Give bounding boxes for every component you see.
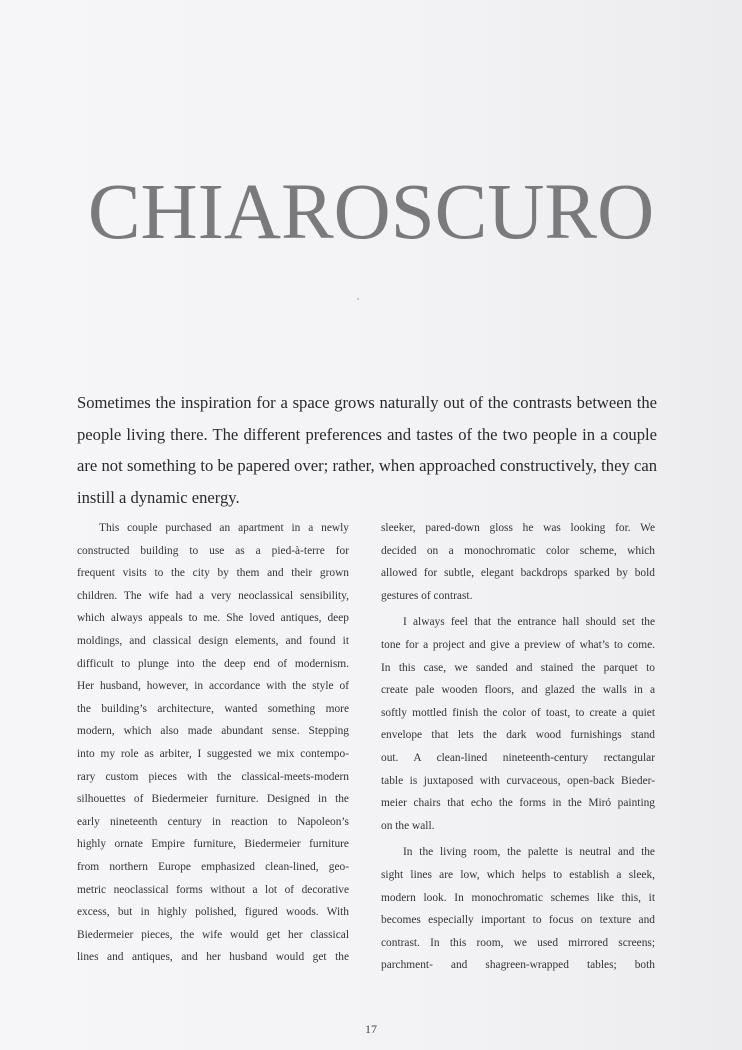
body-line: allowed for subtle, elegant backdrops sparked by bold — [381, 567, 655, 580]
body-line: Biedermeier pieces, the wife would get her classical — [77, 928, 349, 941]
left-column — [77, 517, 349, 969]
body-line: sight lines are low, which helps to establish a sleek, — [381, 868, 655, 881]
body-line: rary custom pieces with the classical-meets-modern — [77, 770, 349, 783]
body-line: envelope that lets the dark wood furnishings stand — [381, 729, 655, 742]
body-line: moldings, and classical design elements, and found it — [77, 634, 349, 647]
body-line: becomes especially important to focus on texture and — [381, 914, 655, 927]
body-line: the building’s architecture, wanted something more — [77, 702, 349, 715]
page-number: 17 — [365, 1022, 377, 1036]
body-line: This couple purchased an apartment in a newly — [99, 522, 349, 534]
body-line: softly mottled finish the color of toast, to create a quiet — [381, 706, 655, 719]
body-line: meier chairs that echo the forms in the Miró painting — [381, 797, 655, 810]
body-line: lines and antiques, and her husband would get the — [77, 951, 349, 964]
page-title: CHIAROSCURO — [87, 169, 655, 256]
body-line: difficult to plunge into the deep end of modernism. — [77, 657, 349, 670]
body-line: frequent visits to the city by them and their grown — [77, 567, 349, 580]
body-line: modern look. In monochromatic schemes like this, it — [381, 891, 655, 904]
body-line: decided on a monochromatic color scheme, which — [381, 544, 655, 557]
body-line: silhouettes of Biedermeier furniture. Designed in the — [77, 793, 349, 806]
body-line: contrast. In this room, we used mirrored screens; — [381, 936, 655, 949]
body-line: create pale wooden floors, and glazed the walls in a — [381, 684, 655, 697]
body-line: tone for a project and give a preview of what’s to come. — [381, 638, 655, 651]
body-line: In this case, we sanded and stained the parquet to — [381, 661, 655, 674]
right-column — [381, 517, 655, 977]
body-line: children. The wife had a very neoclassical sensibility, — [77, 589, 349, 602]
page-speck — [357, 298, 359, 300]
body-line: into my role as arbiter, I suggested we mix contempo- — [77, 747, 349, 760]
body-line: Her husband, however, in accordance with the style of — [77, 680, 349, 693]
body-line: excess, but in highly polished, figured woods. With — [77, 906, 349, 919]
body-line: sleeker, pared-down gloss he was looking for. We — [381, 522, 655, 534]
body-line: gestures of contrast. — [381, 589, 473, 602]
body-line: In the living room, the palette is neutral and the — [403, 846, 655, 859]
body-line: I always feel that the entrance hall should set the — [403, 616, 655, 629]
intro-paragraph: Sometimes the inspiration for a space grows naturally out of the contrasts between the people living there. The different preferences and tastes of the two people in a couple are not something to be papered over; rather, when approached constructively, they can instill a dynamic energy. — [77, 393, 657, 507]
body-line: highly ornate Empire furniture, Biedermeier furniture — [77, 838, 349, 851]
body-line: which always appeals to me. She loved antiques, deep — [77, 612, 349, 625]
body-line: out. A clean-lined nineteenth-century rectangular — [381, 751, 655, 764]
body-line: constructed building to use as a pied-à-terre for — [77, 544, 349, 557]
body-line: parchment- and shagreen-wrapped tables; both — [381, 959, 655, 972]
body-line: modern, which also made abundant sense. Stepping — [77, 725, 349, 738]
body-line: early nineteenth century in reaction to Napoleon’s — [77, 815, 349, 828]
body-line: table is juxtaposed with curvaceous, open-back Bieder- — [381, 774, 655, 787]
body-line: on the wall. — [381, 819, 435, 832]
body-line: metric neoclassical forms without a lot of decorative — [77, 883, 349, 896]
body-line: from northern Europe emphasized clean-lined, geo- — [77, 860, 349, 873]
